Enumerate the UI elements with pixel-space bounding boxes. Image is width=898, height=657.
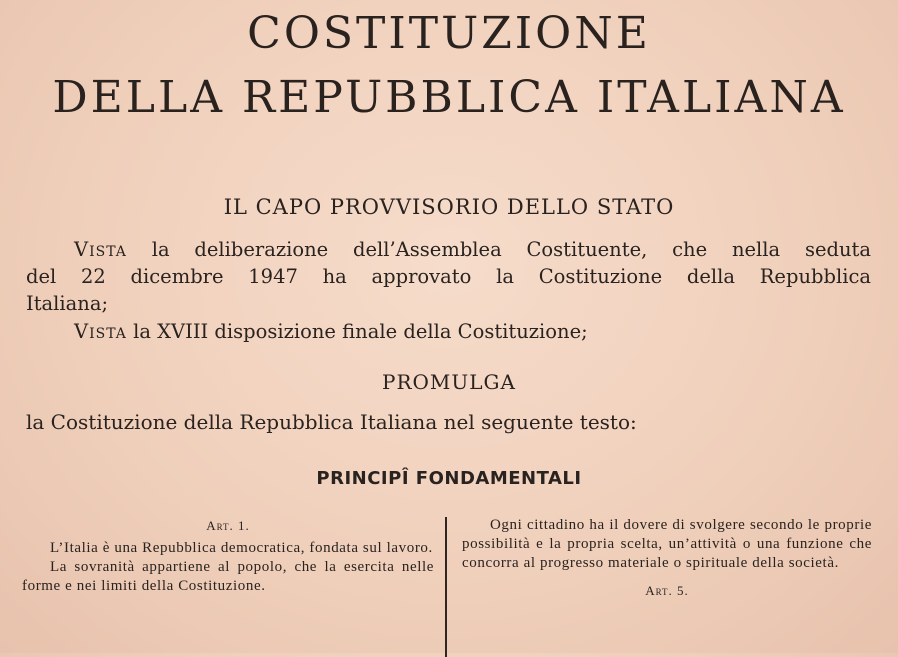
vista-paragraph-1 xyxy=(26,236,871,317)
article-label-5: Art. 5. xyxy=(645,583,689,598)
vista1-line2: del 22 dicembre 1947 ha approvato la Costituzione della Repubblica xyxy=(26,265,871,288)
title-line-1: COSTITUZIONE xyxy=(247,8,651,59)
vista-word-1: Vista xyxy=(74,238,127,261)
vista2-text: la XVIII disposizione finale della Costituzione; xyxy=(133,320,588,343)
article-label-1: Art. 1. xyxy=(206,518,250,533)
article-1-paragraph-1: L’Italia è una Repubblica democratica, fondata sul lavoro. xyxy=(50,540,433,556)
article-4-paragraph: Ogni cittadino ha il dovere di svolgere secondo le proprie possibilità e la propria scelta, un’attività o una funzione che concorra al progresso materiale o spirituale della società. xyxy=(462,517,872,571)
article-1-paragraph-2: La sovranità appartiene al popolo, che la esercita nelle forme e nei limiti della Costituzione. xyxy=(22,559,434,594)
left-column xyxy=(22,516,434,596)
title-line-2: DELLA REPUBBLICA ITALIANA xyxy=(52,72,846,123)
vista1-line3: Italiana; xyxy=(26,292,109,315)
promulga-heading: PROMULGA xyxy=(382,370,516,394)
vista-paragraph-2 xyxy=(26,318,871,345)
promulga-text: la Costituzione della Repubblica Italiana nel seguente testo: xyxy=(26,410,637,434)
vista-word-2: Vista xyxy=(74,320,127,343)
capo-heading: IL CAPO PROVVISORIO DELLO STATO xyxy=(223,195,675,219)
section-heading: PRINCIPÎ FONDAMENTALI xyxy=(316,468,582,489)
vista1-line1: la deliberazione dell’Assemblea Costituente, che nella seduta xyxy=(151,238,871,261)
column-divider xyxy=(445,517,447,657)
right-column xyxy=(462,516,872,604)
